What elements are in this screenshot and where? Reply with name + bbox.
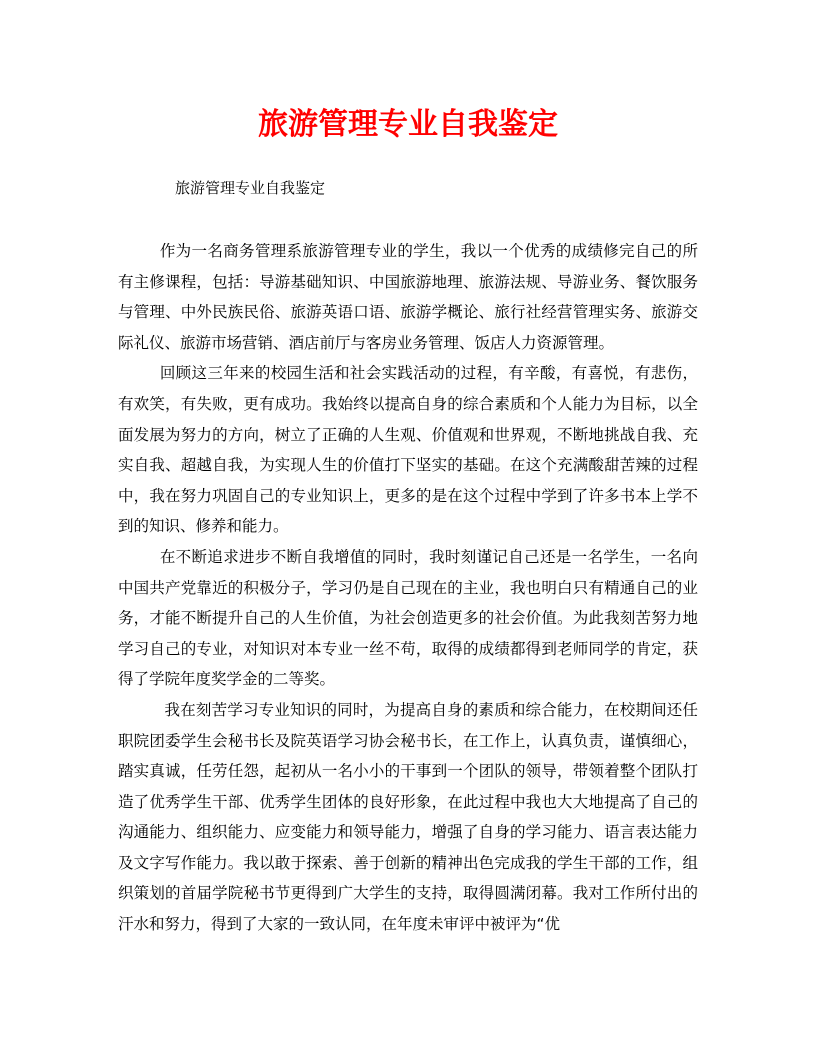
document-subtitle: 旅游管理专业自我鉴定 (175, 179, 326, 197)
paragraph-1: 作为一名商务管理系旅游管理专业的学生，我以一个优秀的成绩修完自己的所有主修课程，包括：导游基础知识、中国旅游地理、旅游法规、导游业务、餐饮服务与管理、中外民族民俗、旅游英语口语、旅游学概论、旅行社经营管理实务、旅游交际礼仪、旅游市场营销、酒店前厅与客房业务管理、饭店人力资源管理。 (118, 242, 698, 352)
paragraph-3: 在不断追求进步不断自我增值的同时，我时刻谨记自己还是一名学生，一名向中国共产党靠近的积极分子，学习仍是自己现在的主业，我也明白只有精通自己的业务，才能不断提升自己的人生价值，为社会创造更多的社会价值。为此我刻苦努力地学习自己的专业，对知识对本专业一丝不苟，取得的成绩都得到老师同学的肯定，获得了学院年度奖学金的二等奖。 (118, 547, 698, 689)
paragraph-4: 我在刻苦学习专业知识的同时，为提高自身的素质和综合能力，在校期间还任职院团委学生会秘书长及院英语学习协会秘书长，在工作上，认真负责，谨慎细心，踏实真诚，任劳任怨，起初从一名小小的干事到一个团队的领导，带领着整个团队打造了优秀学生干部、优秀学生团体的良好形象，在此过程中我也大大地提高了自己的沟通能力、组织能力、应变能力和领导能力，增强了自身的学习能力、语言表达能力及文字写作能力。我以敢于探索、善于创新的精神出色完成我的学生干部的工作，组织策划的首届学院秘书节更得到广大学生的支持，取得圆满闭幕。我对工作所付出的汗水和努力，得到了大家的一致认同，在年度未审评中被评为“优 (118, 700, 698, 934)
document-body (118, 236, 698, 940)
paragraph-2: 回顾这三年来的校园生活和社会实践活动的过程，有辛酸，有喜悦，有悲伤，有欢笑，有失败，更有成功。我始终以提高自身的综合素质和个人能力为目标，以全面发展为努力的方向，树立了正确的人生观、价值观和世界观，不断地挑战自我、充实自我、超越自我，为实现人生的价值打下坚实的基础。在这个充满酸甜苦辣的过程中，我在努力巩固自己的专业知识上，更多的是在这个过程中学到了许多书本上学不到的知识、修养和能力。 (118, 364, 698, 536)
document-title: 旅游管理专业自我鉴定 (258, 107, 558, 142)
